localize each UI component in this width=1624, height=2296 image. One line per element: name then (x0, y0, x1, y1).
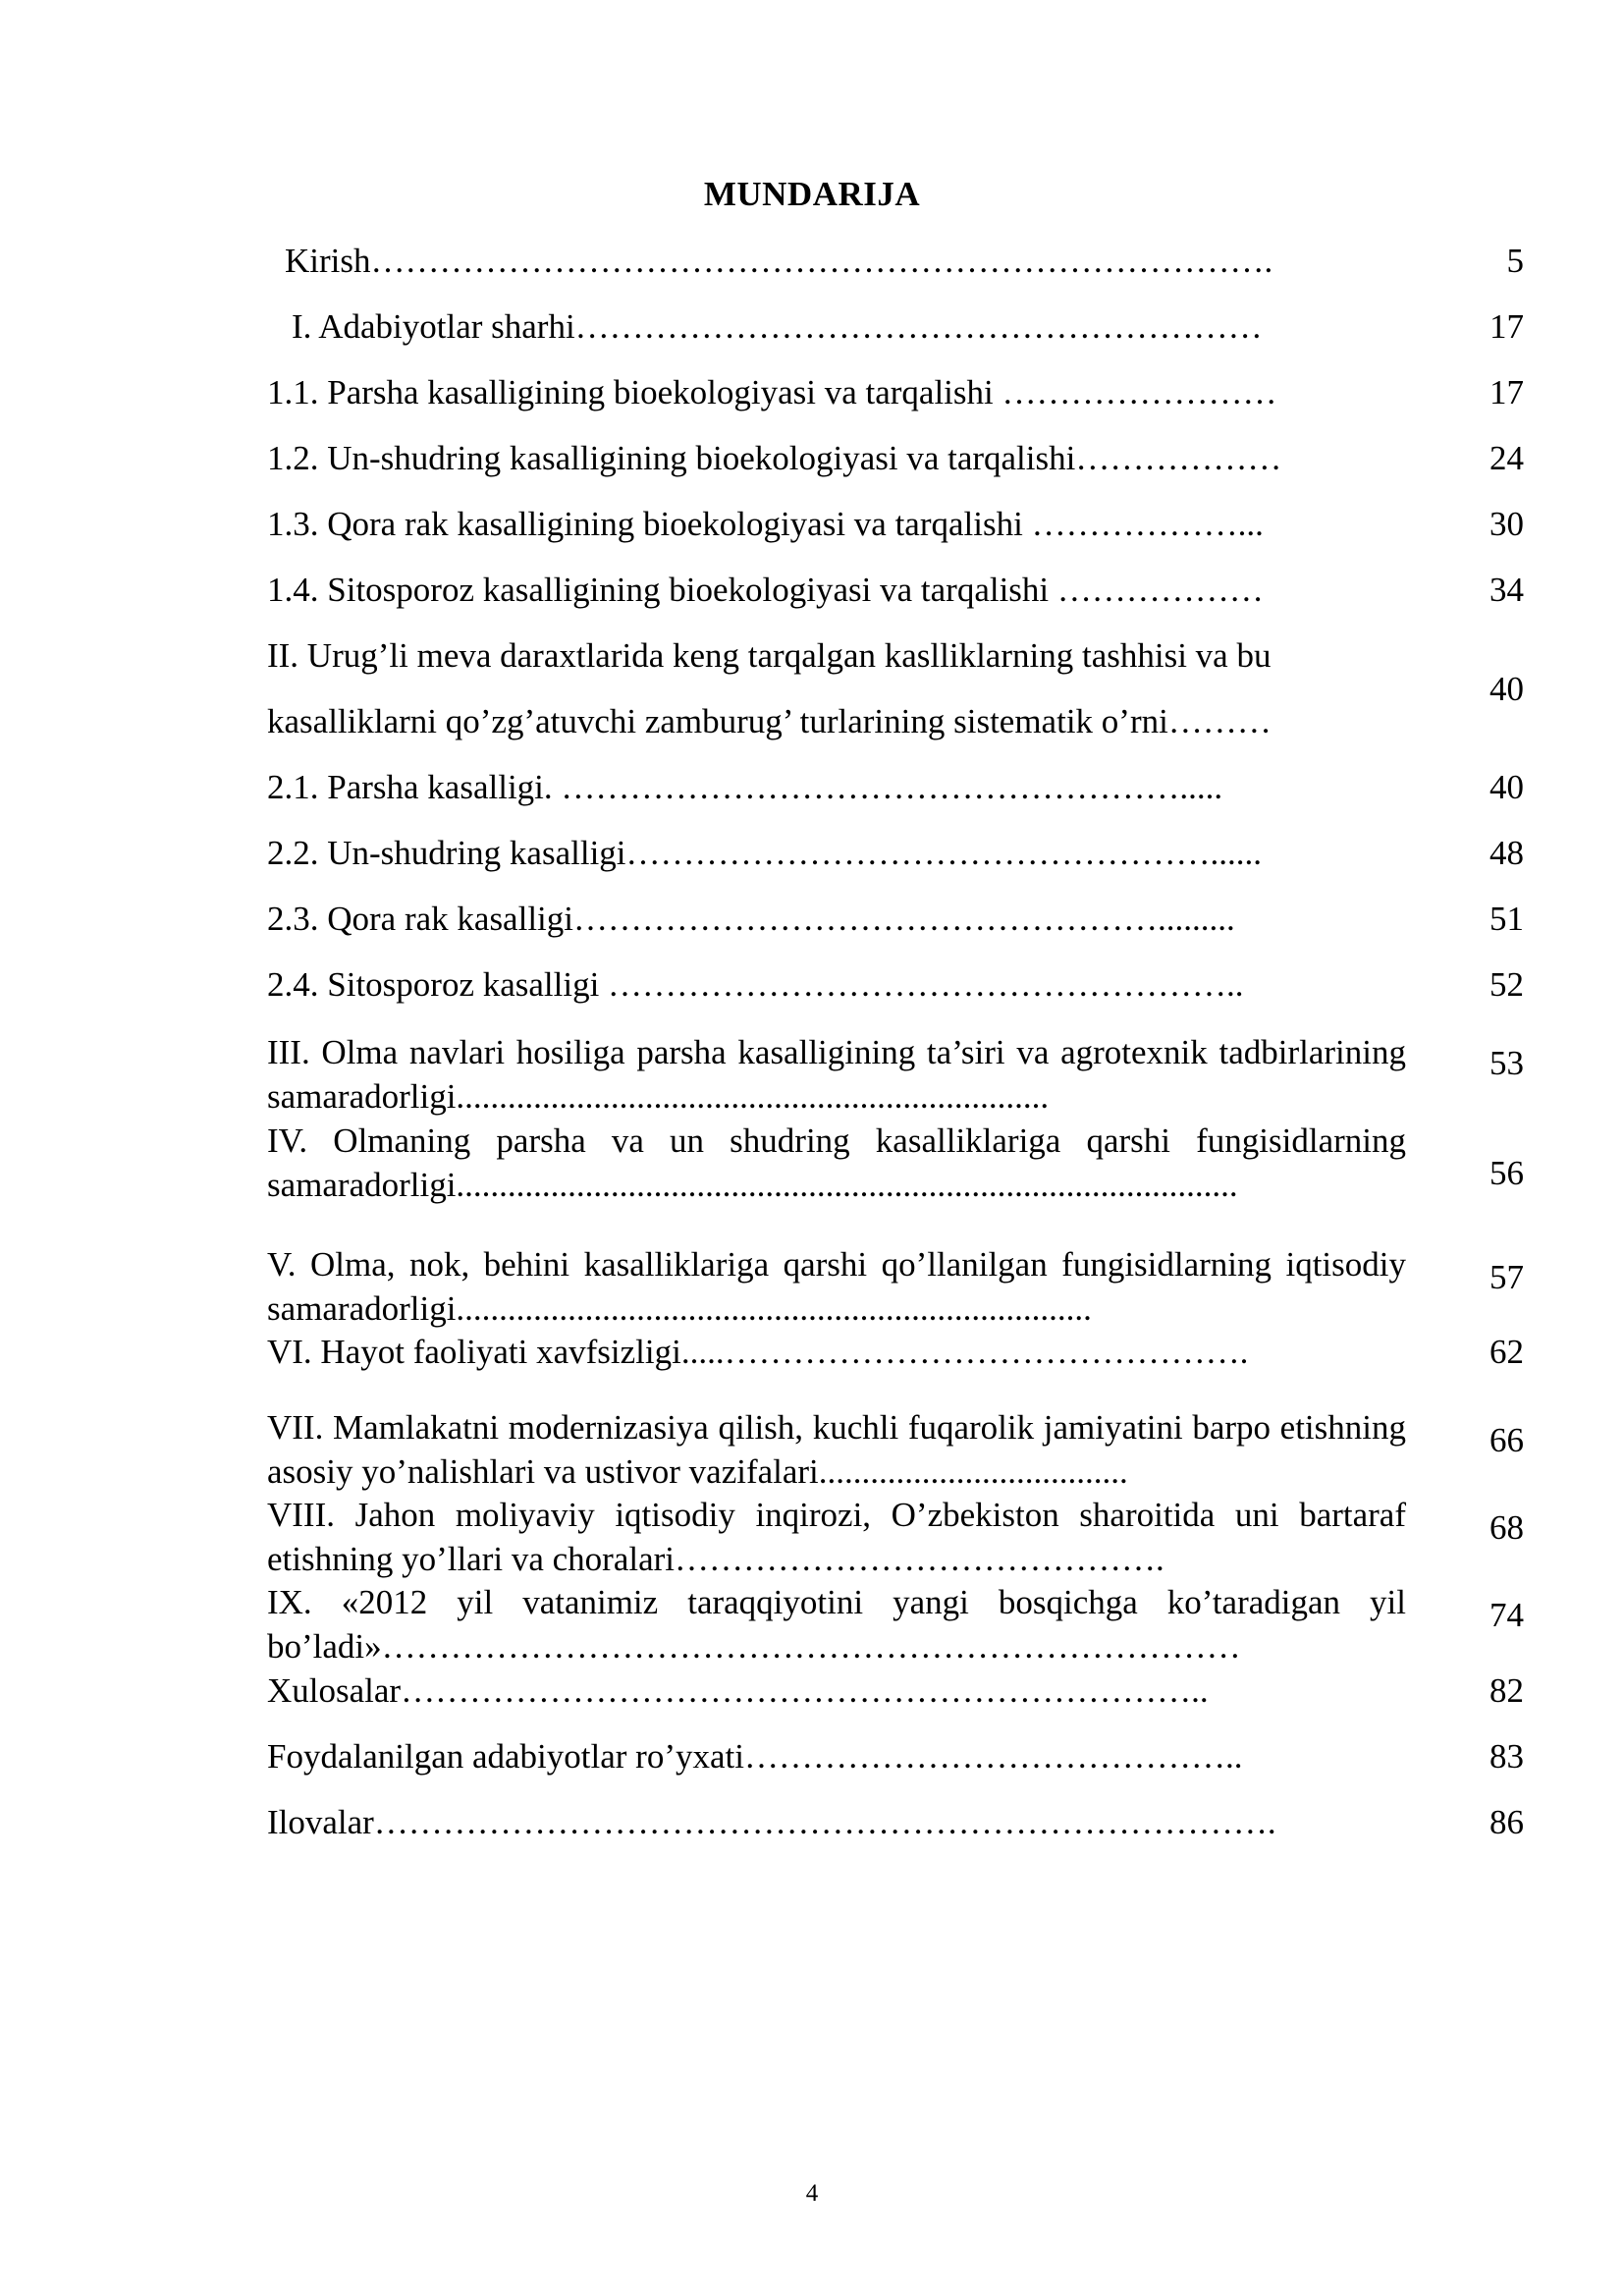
toc-entry-text: Foydalanilgan adabiyotlar ro’yxati…………………………………….. (267, 1737, 1243, 1776)
toc-entry-text: Xulosalar…………………………………………………………….. (267, 1671, 1209, 1710)
toc-entry-page: 83 (1489, 1737, 1524, 1776)
toc-entry-viii[interactable] (267, 1493, 1524, 1581)
toc-entry-text: 2.4. Sitosporoz kasalligi ……………………………………………….. (267, 965, 1244, 1004)
toc-entry-text: VII. Mamlakatni modernizasiya qilish, kuchli fuqarolik jamiyatini barpo etishning asosiy yo’nalishlari va ustivor vazifalari.................................... (267, 1408, 1406, 1491)
toc-entry-page: 24 (1489, 439, 1524, 477)
toc-entry-page: 17 (1489, 307, 1524, 346)
page-number: 4 (805, 2180, 819, 2207)
toc-entry-page: 66 (1489, 1421, 1524, 1459)
toc-entry-text: Kirish……………………………………………………………………. (285, 242, 1273, 280)
toc-entry-text: VI. Hayot faoliyati xavfsizligi.....………………………………………. (267, 1333, 1249, 1371)
toc-entry-text: IV. Olmaning parsha va un shudring kasalliklariga qarshi fungisidlarning samaradorligi........................................................................................... (267, 1121, 1406, 1204)
toc-entry-vii[interactable] (267, 1405, 1524, 1494)
toc-entry-page: 34 (1489, 571, 1524, 609)
toc-entry-text: 2.3. Qora rak kasalligi……………………………………………......... (267, 900, 1235, 938)
toc-entry-page: 17 (1489, 373, 1524, 411)
toc-entry-page: 52 (1489, 965, 1524, 1004)
toc-entry-text: I. Adabiyotlar sharhi…………………………………………………… (292, 307, 1263, 346)
toc-entry-text: 1.4. Sitosporoz kasalligining bioekologiyasi va tarqalishi ……………… (267, 571, 1264, 609)
toc-entry-text: 2.2. Un-shudring kasalligi……………………………………………...... (267, 834, 1263, 872)
toc-entry-page: 53 (1489, 1044, 1524, 1082)
toc-entry-page: 82 (1489, 1671, 1524, 1710)
toc-entry-ix[interactable] (267, 1580, 1524, 1668)
toc-entry-page: 56 (1489, 1154, 1524, 1192)
toc-entry-text-line1: II. Urug’li meva daraxtlarida keng tarqalgan kaslliklarning tashhisi va bu (267, 636, 1272, 675)
toc-entry-page: 5 (1506, 242, 1524, 280)
toc-entry-page: 74 (1489, 1596, 1524, 1634)
toc-entry-ii[interactable] (267, 633, 1524, 743)
toc-entry-page: 48 (1489, 834, 1524, 872)
toc-entry-text: III. Olma navlari hosiliga parsha kasalligining ta’siri va agrotexnik tadbirlarining samaradorligi..................................................................... (267, 1033, 1406, 1116)
toc-entry-text: VIII. Jahon moliyaviy iqtisodiy inqirozi, O’zbekiston sharoitida uni bartaraf etishning yo’llari va choralari……………………………………. (267, 1496, 1406, 1578)
toc-entry-text: V. Olma, nok, behini kasalliklariga qarshi qo’llanilgan fungisidlarning iqtisodiy samaradorligi.......................................................................... (267, 1245, 1406, 1328)
toc-entry-text: 1.3. Qora rak kasalligining bioekologiyasi va tarqalishi ………………... (267, 505, 1264, 543)
toc-entry-page: 86 (1489, 1803, 1524, 1841)
toc-entry-page: 57 (1489, 1258, 1524, 1296)
toc-entry-text: 1.1. Parsha kasalligining bioekologiyasi va tarqalishi …………………… (267, 373, 1277, 411)
toc-entry-v[interactable] (267, 1242, 1524, 1331)
toc-entry-page: 40 (1489, 670, 1524, 708)
toc-entry-text: IX. «2012 yil vatanimiz taraqqiyotini yangi bosqichga ko’taradigan yil bo’ladi»………………………………………………………………… (267, 1583, 1406, 1666)
toc-entry-iv[interactable] (267, 1119, 1524, 1207)
toc-entry-text-line2: kasalliklarni qo’zg’atuvchi zamburug’ turlarining sistematik o’rni……… (267, 702, 1272, 740)
toc-entry-page: 30 (1489, 505, 1524, 543)
toc-title: MUNDARIJA (703, 175, 921, 213)
toc-entry-iii[interactable] (267, 1030, 1524, 1119)
toc-entry-page: 62 (1489, 1333, 1524, 1371)
toc-entry-text: Ilovalar……………………………………………………………………. (267, 1803, 1276, 1841)
toc-entry-text: 2.1. Parsha kasalligi. ………………………………………………..... (267, 768, 1223, 806)
toc-entry-text: 1.2. Un-shudring kasalligining bioekologiyasi va tarqalishi……………… (267, 439, 1282, 477)
toc-entry-page: 51 (1489, 900, 1524, 938)
toc-entry-page: 40 (1489, 768, 1524, 806)
toc-entry-page: 68 (1489, 1508, 1524, 1547)
